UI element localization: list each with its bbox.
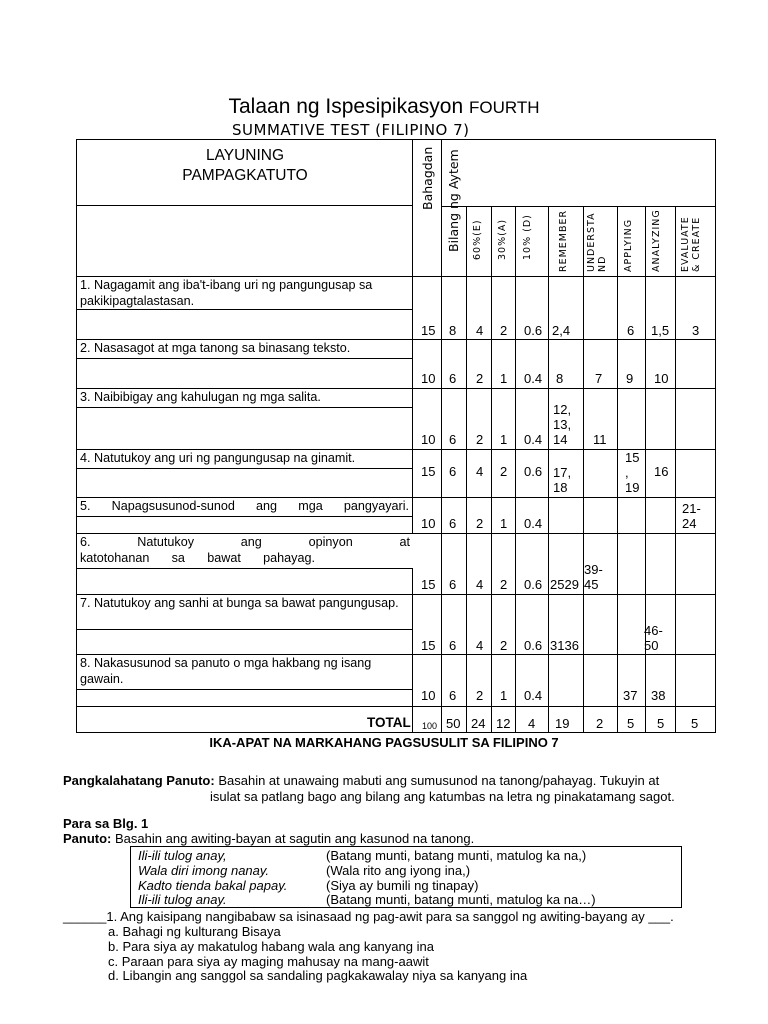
objective-2: 2. Nasasagot at mga tanong sa binasang teksto. [76,339,413,359]
total-applying: 5 [627,716,635,731]
cell-r3-d: 0.4 [524,432,543,447]
cell-r7-e: 4 [476,638,484,653]
objective-1: 1. Nagagamit ang iba't-ibang uri ng pangungusap sa pakikipagtalastasan. [76,276,413,310]
cell-r1-remember: 2,4 [552,323,571,338]
cell-r2-a: 1 [500,371,508,386]
cell-r1-evaluate: 3 [692,323,700,338]
objective-7: 7. Natutukoy ang sanhi at bunga sa bawat pangungusap. [76,594,413,630]
col-header-understand: UNDERSTA ND [586,212,608,272]
cell-r4-a: 2 [500,464,508,479]
cell-r7-bahagdan: 15 [421,638,436,653]
table-border [76,139,716,733]
objective-8: 8. Nakasusunod sa panuto o mga hakbang ng isang gawain. [76,654,413,690]
cell-r4-remember: 17, 18 [553,465,572,495]
cell-r8-analyzing: 38 [651,688,666,703]
question-1: ______1. Ang kaisipang nangibabaw sa isinasaad ng pag-awit para sa sanggol ng awiting-bayang ay ___. [63,909,674,924]
panuto [63,831,474,847]
total-bahagdan: 100 [422,721,438,731]
cell-r1-analyzing: 1,5 [651,323,670,338]
cell-r3-understand: 11 [593,432,607,447]
cell-r8-bilang: 6 [449,688,457,703]
cell-r6-bahagdan: 15 [421,577,436,592]
general-instructions-text-1: Basahin at unawaing mabuti ang sumusunod na tanong/pahayag. Tukuyin at [218,773,660,788]
cell-r8-e: 2 [476,688,484,703]
cell-r5-bilang: 6 [449,516,457,531]
cell-r1-applying: 6 [627,323,635,338]
objective-6-line1: 6. Natutukoy ang opinyon at [80,535,410,549]
total-understand: 2 [596,716,604,731]
folk-song-box: Ili-ili tulog anay, (Batang munti, batang munti, matulog ka na,) Wala diri imong nanay. (Wala rito ang iyong ina,) Kadto tienda bakal papay. (Siya ay bumili ng tinapay) Ili-ili tulog anay. (Batang munti, batang munti, matulog ka na…) [130,846,682,908]
cell-r2-d: 0.4 [524,371,543,386]
objective-5: 5. Napagsusunod-sunod ang mga pangyayari. [76,497,413,517]
cell-r6-remember: 2529 [550,577,579,592]
objective-3: 3. Naibibigay ang kahulugan ng mga salita. [76,388,413,408]
choice-b[interactable]: b. Para siya ay makatulog habang wala ang kanyang ina [108,939,434,954]
cell-r7-remember: 3136 [550,638,579,653]
col-header-applying: APPLYING [623,218,634,272]
col-header-analyzing: ANALYZING [651,209,662,272]
cell-r6-bilang: 6 [449,577,457,592]
cell-r5-evaluate: 21- 24 [682,501,701,531]
cell-r2-e: 2 [476,371,484,386]
cell-r8-applying: 37 [623,688,638,703]
cell-r7-a: 2 [500,638,508,653]
panuto-text: Basahin ang awiting-bayan at sagutin ang kasunod na tanong. [115,831,475,846]
cell-r7-d: 0.6 [524,638,543,653]
col-header-bilang: Bilang ng Aytem [446,149,461,252]
col-header-remember: REMEMBER [558,209,569,272]
cell-r7-bilang: 6 [449,638,457,653]
title-main: Talaan ng Ispesipikasyon [228,95,464,118]
cell-r3-bahagdan: 10 [421,432,436,447]
col-header-10d: 10% (D) [522,214,533,260]
choice-c[interactable]: c. Paraan para siya ay maging mahusay na mang-aawit [108,954,429,969]
objective-header: LAYUNING PAMPAGKATUTO [182,147,308,184]
total-evaluate: 5 [691,716,699,731]
cell-r1-e: 4 [476,323,484,338]
cell-r6-d: 0.6 [524,577,543,592]
cell-r5-bahagdan: 10 [421,516,436,531]
cell-r2-understand: 7 [595,371,603,386]
general-instructions-label: Pangkalahatang Panuto: [63,773,215,788]
cell-r2-analyzing: 10 [654,371,669,386]
cell-r8-d: 0.4 [524,688,543,703]
cell-r3-bilang: 6 [449,432,457,447]
cell-r1-bahagdan: 15 [421,323,436,338]
col-header-60e: 60%(E) [472,219,483,260]
document-title [0,95,768,119]
cell-r6-understand: 39- 45 [584,562,603,592]
document-subtitle: SUMMATIVE TEST (FILIPINO 7) [232,121,470,139]
col-header-30a: 30%(A) [497,218,508,260]
title-suffix: FOURTH [468,98,540,117]
objective-6-line2: katotohanan sa bawat pahayag. [80,550,315,565]
cell-r1-d: 0.6 [524,323,543,338]
cell-r4-e: 4 [476,464,484,479]
choice-d[interactable]: d. Libangin ang sanggol sa sandaling pagkakawalay niya sa kanyang ina [108,968,528,983]
cell-r2-remember: 8 [556,371,564,386]
cell-r8-a: 1 [500,688,508,703]
cell-r7-analyzing: 46- 50 [644,623,663,653]
cell-r3-e: 2 [476,432,484,447]
col-header-evaluate: EVALUATE & CREATE [680,216,702,272]
cell-r6-a: 2 [500,577,508,592]
total-bilang: 50 [446,716,461,731]
general-instructions [63,773,713,789]
total-analyzing: 5 [657,716,665,731]
total-e: 24 [471,716,486,731]
col-header-bahagdan: Bahagdan [420,146,435,210]
para-sa-blg: Para sa Blg. 1 [63,816,149,831]
total-remember: 19 [555,716,570,731]
cell-r4-d: 0.6 [524,464,543,479]
cell-r4-bilang: 6 [449,464,457,479]
cell-r1-bilang: 8 [449,323,457,338]
cell-r2-bahagdan: 10 [421,371,436,386]
cell-r4-bahagdan: 15 [421,464,436,479]
cell-r2-applying: 9 [626,371,634,386]
exam-heading: IKA-APAT NA MARKAHANG PAGSUSULIT SA FILIPINO 7 [209,735,559,750]
cell-r3-a: 1 [500,432,508,447]
cell-r2-bilang: 6 [449,371,457,386]
cell-r4-analyzing: 16 [654,464,669,479]
cell-r6-e: 4 [476,577,484,592]
objective-6 [76,533,413,569]
cell-r4-applying: 15 , 19 [625,450,640,495]
cell-r5-a: 1 [500,516,508,531]
cell-r1-a: 2 [500,323,508,338]
choice-a[interactable]: a. Bahagi ng kulturang Bisaya [108,924,281,939]
cell-r5-e: 2 [476,516,484,531]
general-instructions-text-2: isulat sa patlang bago ang bilang ang katumbas na letra ng pinakatamang sagot. [210,789,675,804]
objective-4: 4. Natutukoy ang uri ng pangungusap na ginamit. [76,449,413,469]
panuto-label: Panuto: [63,831,112,846]
total-a: 12 [496,716,511,731]
cell-r8-bahagdan: 10 [421,688,436,703]
cell-r3-remember: 12, 13, 14 [553,402,572,447]
cell-r5-d: 0.4 [524,516,543,531]
total-label: TOTAL [367,715,411,730]
total-d: 4 [528,716,536,731]
